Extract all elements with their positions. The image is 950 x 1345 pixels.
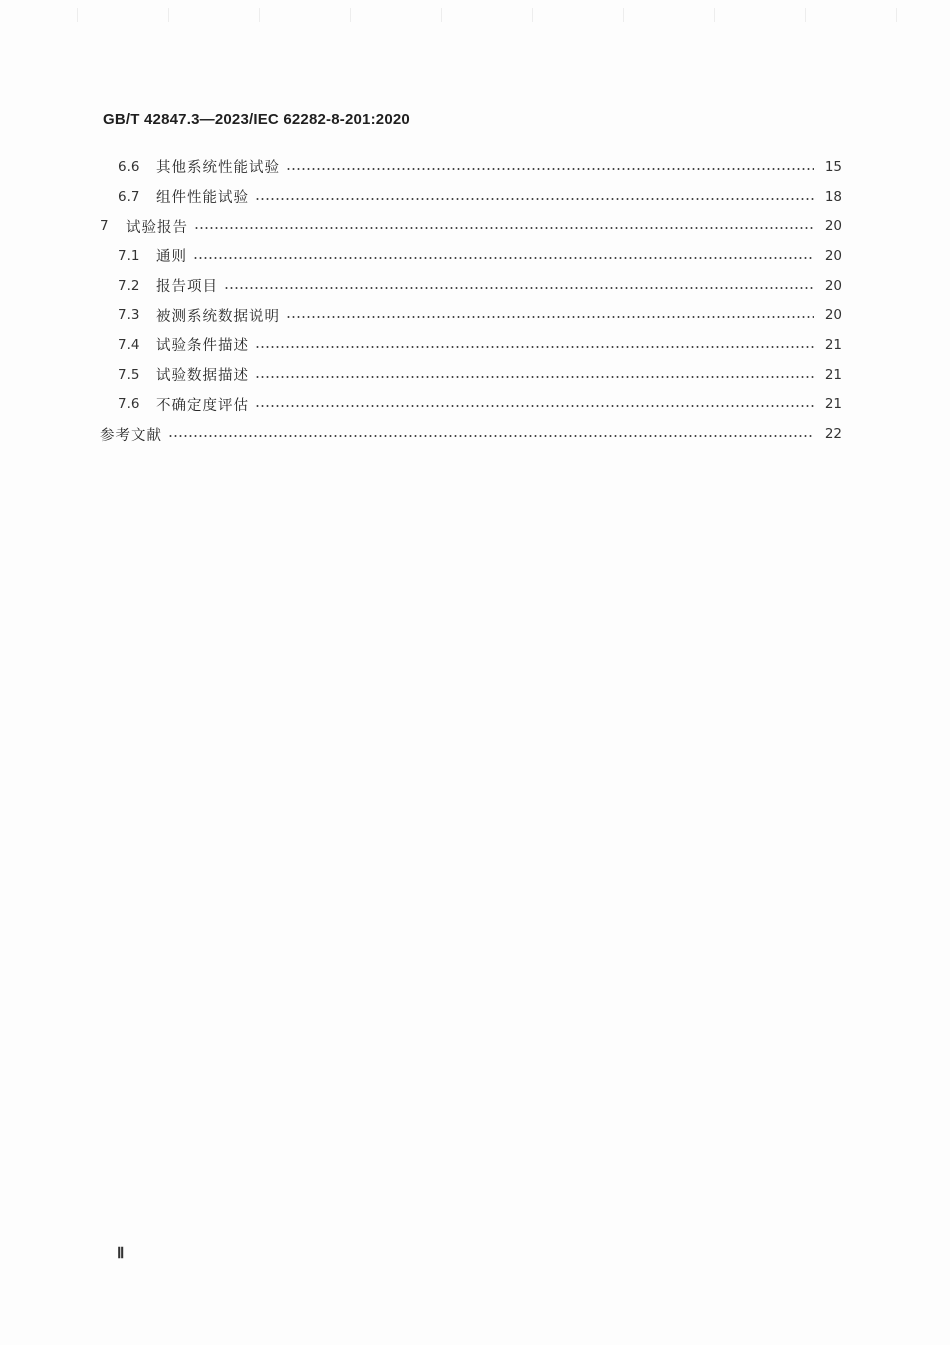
page-number: Ⅱ (117, 1246, 125, 1262)
toc-entry[interactable] (100, 211, 842, 241)
toc-entry-page: 21 (824, 336, 842, 353)
toc-entry-number: 6.6 (118, 158, 140, 175)
toc-entry-title: 试验报告 (126, 219, 188, 236)
toc-entry-title: 其他系统性能试验 (156, 160, 280, 177)
toc-entry[interactable] (100, 182, 842, 212)
toc-entry-title: 通则 (156, 249, 187, 266)
toc-entry[interactable] (100, 390, 842, 420)
toc-entry-page: 21 (824, 366, 842, 383)
toc-entry-page: 18 (824, 188, 842, 205)
toc-entry-number: 7.2 (118, 277, 140, 294)
toc-entry[interactable] (100, 271, 842, 301)
toc-entry-number: 7 (100, 218, 109, 235)
toc-entry-title: 试验数据描述 (156, 368, 249, 385)
toc-entry-title: 组件性能试验 (156, 190, 249, 207)
toc-dot-leader (193, 257, 814, 259)
toc-entry-page: 21 (824, 396, 842, 413)
toc-entry-number: 6.7 (118, 188, 140, 205)
toc-entry-number: 7.4 (118, 336, 140, 353)
toc-entry[interactable] (100, 330, 842, 360)
toc-entry-title: 报告项目 (156, 279, 218, 296)
toc-entry-number: 7.1 (118, 247, 140, 264)
toc-entry[interactable] (100, 300, 842, 330)
toc-entry-number: 7.3 (118, 307, 140, 324)
toc-dot-leader (286, 316, 814, 318)
toc-entry[interactable] (100, 241, 842, 271)
standard-identifier: GB/T 42847.3—2023/IEC 62282-8-201:2020 (103, 111, 410, 128)
toc-entry-number: 7.6 (118, 396, 140, 413)
toc-entry-page: 22 (824, 426, 842, 443)
table-of-contents (100, 152, 842, 449)
toc-entry[interactable] (100, 152, 842, 182)
toc-dot-leader (286, 168, 814, 170)
toc-entry-page: 20 (824, 218, 842, 235)
toc-dot-leader (168, 435, 814, 437)
toc-dot-leader (255, 198, 814, 200)
toc-entry-number: 7.5 (118, 366, 140, 383)
toc-dot-leader (255, 405, 814, 407)
toc-entry-page: 20 (824, 247, 842, 264)
toc-dot-leader (255, 376, 814, 378)
toc-entry[interactable] (100, 419, 842, 449)
toc-entry-page: 15 (824, 158, 842, 175)
toc-dot-leader (255, 346, 814, 348)
scan-artifact (40, 8, 900, 22)
toc-entry-page: 20 (824, 307, 842, 324)
toc-entry[interactable] (100, 360, 842, 390)
toc-entry-title: 试验条件描述 (156, 338, 249, 355)
toc-entry-page: 20 (824, 277, 842, 294)
toc-entry-title: 参考文献 (100, 427, 162, 444)
toc-dot-leader (194, 227, 814, 229)
toc-dot-leader (224, 287, 814, 289)
toc-entry-title: 不确定度评估 (156, 397, 249, 414)
toc-entry-title: 被测系统数据说明 (156, 308, 280, 325)
